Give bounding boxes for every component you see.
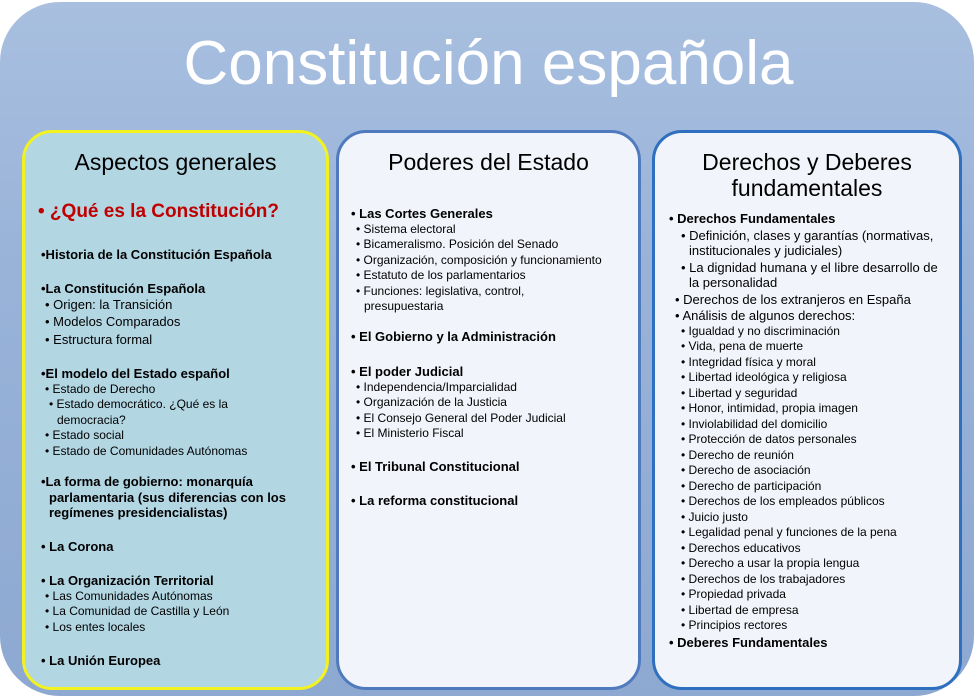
list-item: • El poder Judicial [351,364,464,379]
list-item: • El Consejo General del Poder Judicial [356,410,566,425]
list-item: • Integridad física y moral [681,354,816,369]
list-item: • Derecho de reunión [681,447,794,462]
list-item: • Definición, clases y garantías (normativas, institucionales y judiciales) [681,227,934,258]
list-item: • Independencia/Imparcialidad [356,379,517,394]
list-item: • El Gobierno y la Administración [351,329,556,344]
panel-poderes-del-estado [336,130,641,690]
list-item: • La reforma constitucional [351,493,519,508]
panel-title [655,149,959,201]
list-item: • Derechos Fundamentales [669,211,836,226]
list-item: • Organización de la Justicia [356,395,507,409]
list-item: • Sistema electoral [356,221,456,236]
list-item: • Derechos de los trabajadores [681,571,846,586]
list-item: • Vida, pena de muerte [681,339,804,353]
list-item: • Origen: la Transición [45,296,173,312]
list-item: • La Comunidad de Castilla y León [45,604,230,618]
list-item: • Honor, intimidad, propia imagen [681,401,858,415]
list-item: • Análisis de algunos derechos: [675,308,856,323]
list-item: • Estado social [45,428,124,442]
panel-title: Poderes del Estado [388,149,589,175]
list-item: • La Organización Territorial [41,573,214,588]
list-item: • Principios rectores [681,618,788,632]
list-item: • Libertad de empresa [681,602,799,617]
list-item: • Derechos educativos [681,540,801,555]
list-item: • Derecho de participación [681,478,822,493]
list-item: • Igualdad y no discriminación [681,323,840,338]
list-item: • Modelos Comparados [45,314,181,329]
list-item: • Bicameralismo. Posición del Senado [356,237,559,251]
list-item: • Derechos de los extranjeros en España [675,291,911,307]
list-item: •La Constitución Española [41,281,206,296]
list-item: •La forma de gobierno: monarquía parlamentaria (sus diferencias con los regímenes presidencialistas) [41,474,286,520]
list-item: • Derechos de los empleados públicos [681,494,885,508]
list-item: • Estado democrático. ¿Qué es la democracia? [49,397,228,427]
list-item: • Derecho de asociación [681,463,811,477]
list-item: • Deberes Fundamentales [669,634,828,650]
list-item: • La dignidad humana y el libre desarrollo de la personalidad [681,259,938,290]
list-item: • Funciones: legislativa, control, presupuestaria [356,283,525,313]
list-item: • Libertad y seguridad [681,385,798,400]
list-item: • El Tribunal Constitucional [351,459,520,474]
list-item: • Las Comunidades Autónomas [45,588,213,603]
list-item: • La Corona [41,539,114,554]
list-item: •El modelo del Estado español [41,366,230,381]
list-item: • Estado de Comunidades Autónomas [45,443,248,458]
list-item: • Juicio justo [681,509,748,524]
list-item: • Inviolabilidad del domicilio [681,416,828,431]
highlight-item: • ¿Qué es la Constitución? [38,201,280,222]
list-item: • Legalidad penal y funciones de la pena [681,525,897,539]
list-item: • El Ministerio Fiscal [356,426,464,440]
list-item: • La Unión Europea [41,653,161,668]
panel-title: Aspectos generales [74,149,277,175]
list-item: •Historia de la Constitución Española [41,247,272,262]
list-item: • Organización, composición y funcionamiento [356,252,602,267]
list-item: • Propiedad privada [681,587,786,601]
panel-aspectos-generales [22,130,329,690]
list-item: • Derecho a usar la propia lengua [681,556,860,570]
rights-list [669,324,951,634]
list-item: • Protección de datos personales [681,432,857,446]
panel-derechos-y-deberes [652,130,962,690]
list-item: • Estatuto de los parlamentarios [356,268,526,282]
panel-title-line2: fundamentales [731,175,883,201]
list-item: • Estructura formal [45,331,153,347]
panel-title-line1: Derechos y Deberes [702,149,912,175]
list-item: • Estado de Derecho [45,381,156,396]
main-title: Constitución española [183,29,794,98]
list-item: • Los entes locales [45,619,146,634]
list-item: • Libertad ideológica y religiosa [681,370,847,384]
list-item: • Las Cortes Generales [351,206,493,221]
